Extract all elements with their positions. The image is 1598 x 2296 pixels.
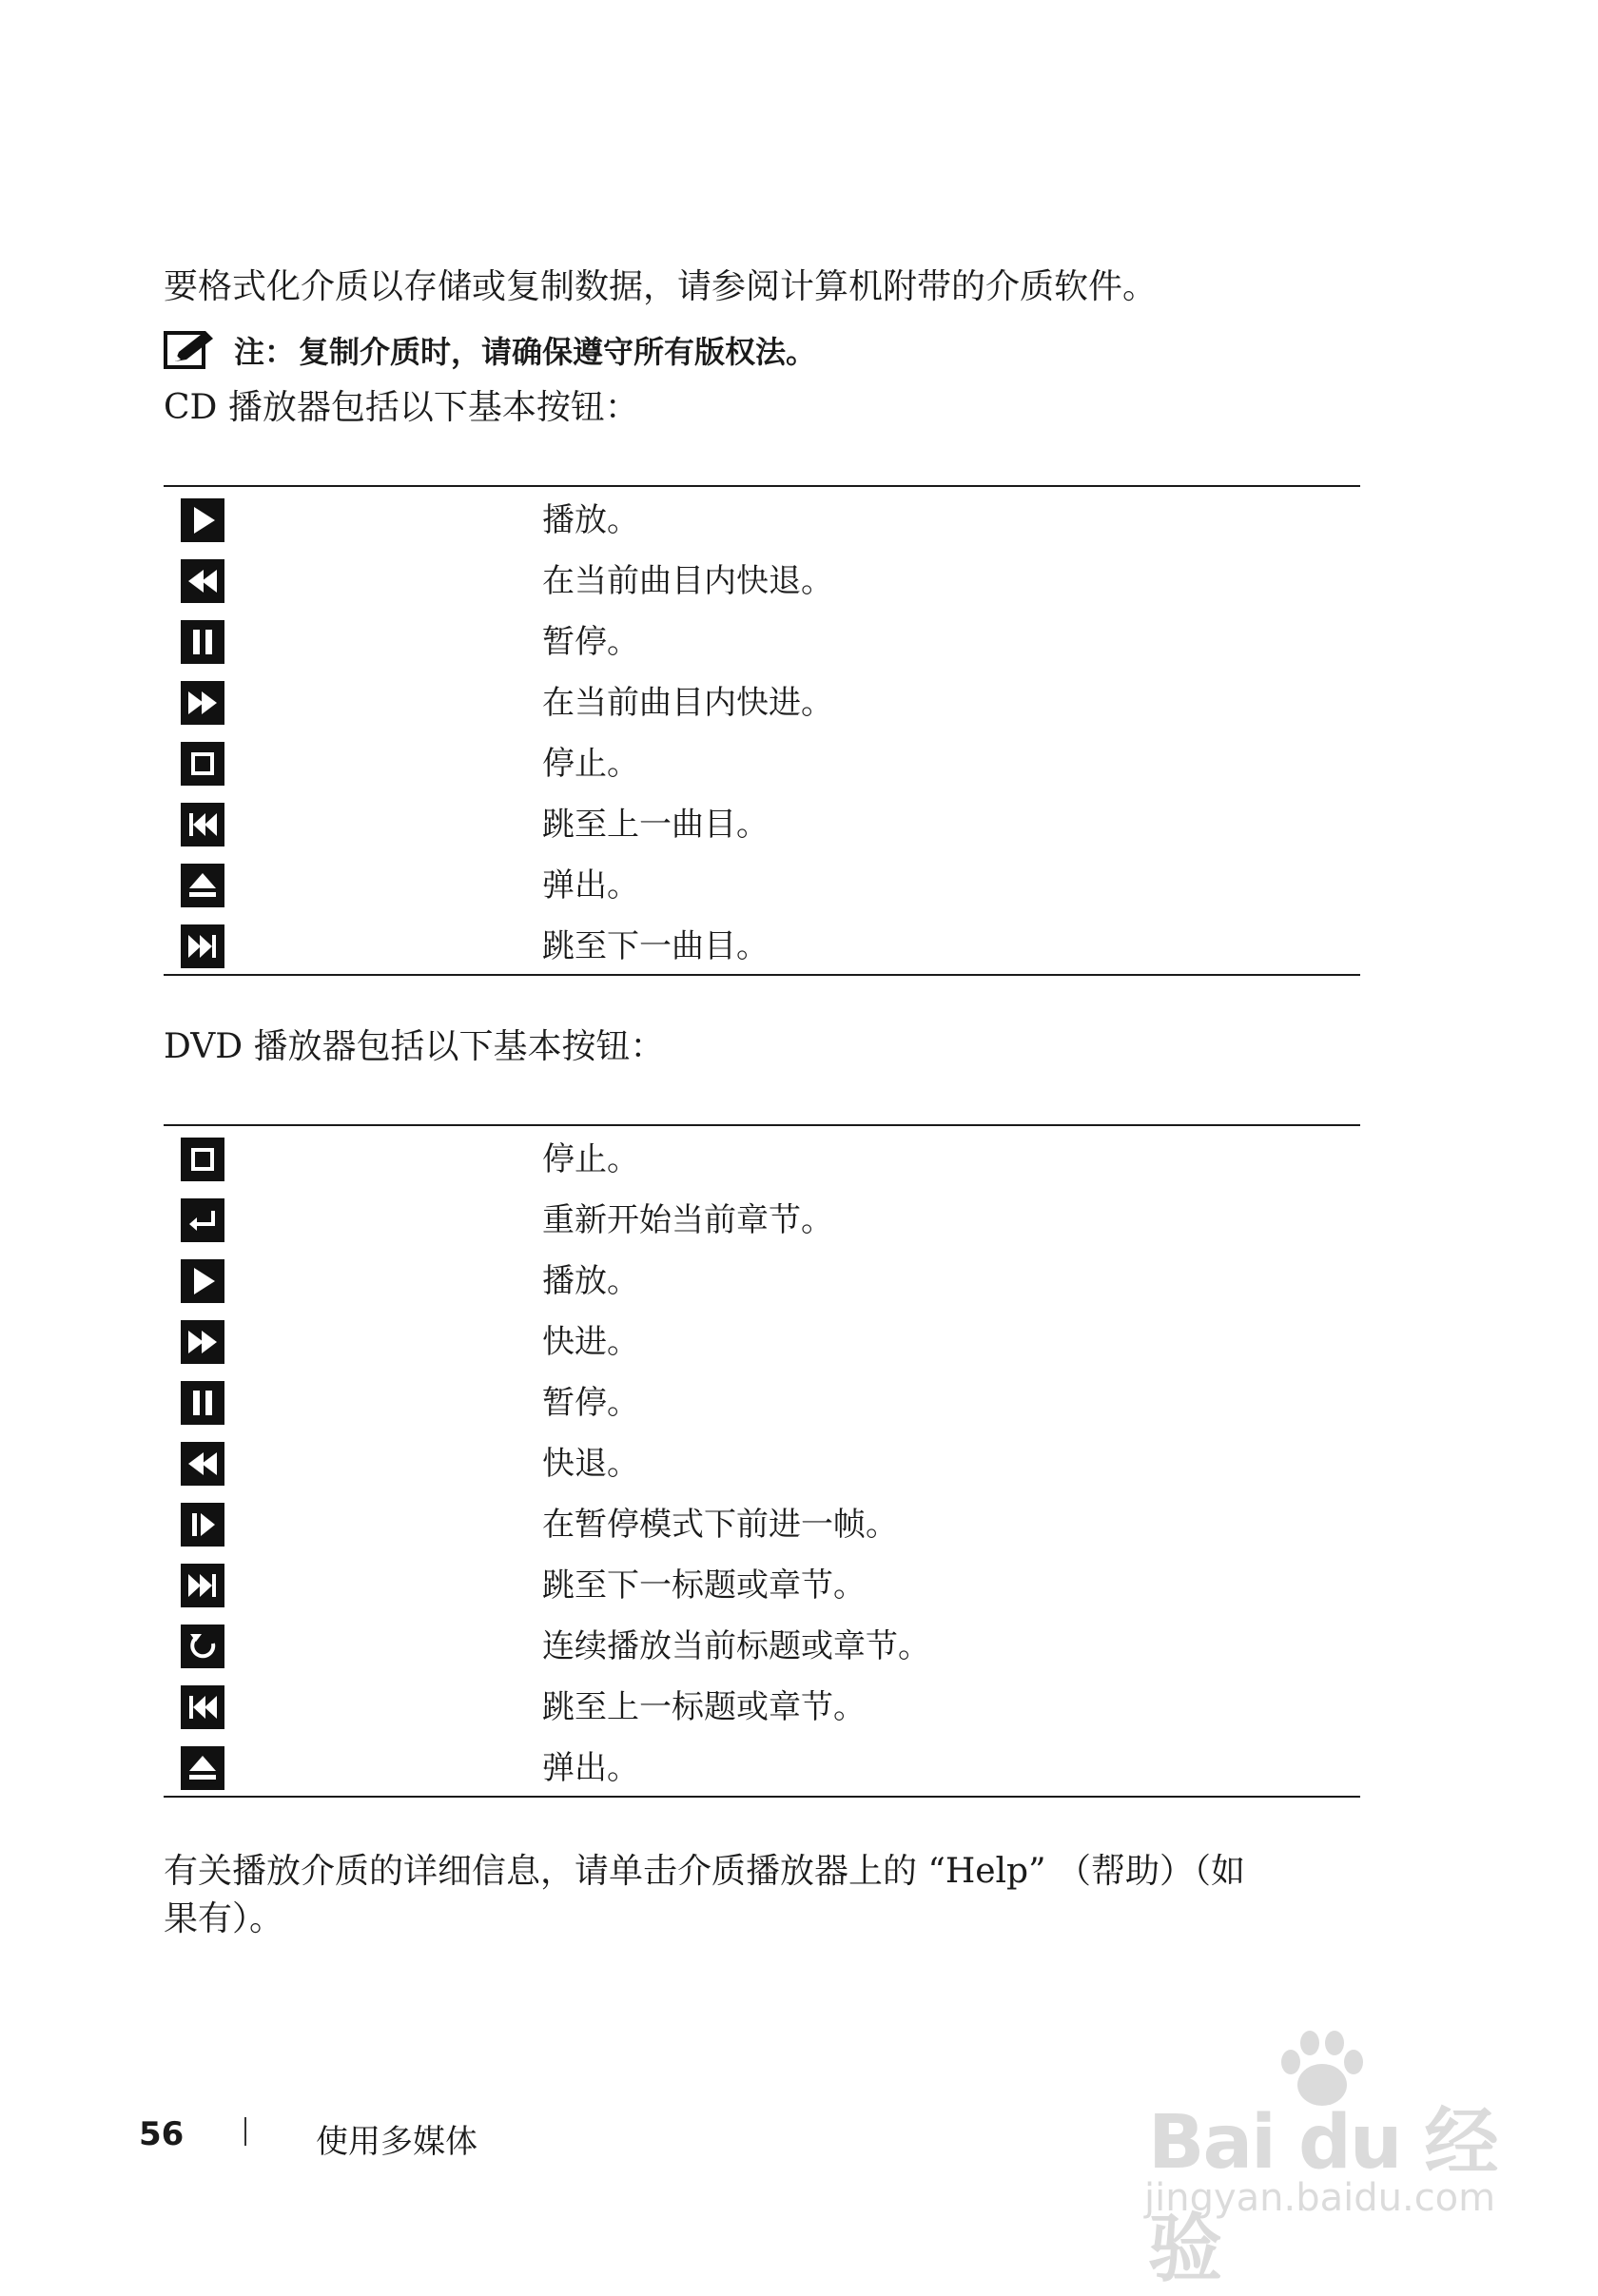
table-row: [164, 1735, 1360, 1796]
play-icon: [181, 1259, 224, 1303]
button-description: 重新开始当前章节。: [542, 1201, 833, 1239]
button-description: 停止。: [542, 1140, 639, 1178]
table-row: [164, 609, 1360, 670]
eject-icon: [181, 864, 224, 907]
button-description: 暂停。: [542, 1384, 639, 1422]
note-label: 注：: [234, 334, 296, 370]
eject-icon: [181, 1746, 224, 1790]
table-row: [164, 1552, 1360, 1613]
repeat-icon: [181, 1625, 224, 1668]
footer-divider: [244, 2117, 246, 2146]
play-icon: [181, 498, 224, 542]
button-description: 快退。: [542, 1445, 639, 1483]
button-description: 跳至下一曲目。: [542, 927, 769, 965]
restart-chapter-icon: [181, 1198, 224, 1242]
button-description: 暂停。: [542, 623, 639, 661]
watermark-brand: Bai du 经验: [1148, 2100, 1497, 2292]
table-row: [164, 1613, 1360, 1674]
next-track-icon: [181, 1564, 224, 1607]
note-text: 复制介质时，请确保遵守所有版权法。: [299, 334, 817, 370]
table-row: [164, 852, 1360, 913]
fast-forward-icon: [181, 1320, 224, 1364]
rewind-icon: [181, 559, 224, 603]
dvd-buttons-table: [164, 1124, 1360, 1798]
pause-icon: [181, 1381, 224, 1425]
table-row: [164, 670, 1360, 730]
table-row: [164, 548, 1360, 609]
button-description: 播放。: [542, 501, 639, 539]
next-track-icon: [181, 924, 224, 968]
table-row: [164, 1370, 1360, 1430]
table-row: [164, 1187, 1360, 1248]
help-line-2: 果有）。: [164, 1899, 284, 1938]
table-row: [164, 1309, 1360, 1370]
section-title: 使用多媒体: [316, 2123, 477, 2161]
stop-icon: [181, 742, 224, 786]
watermark-url: jingyan.baidu.com: [1144, 2176, 1496, 2220]
table-row: [164, 730, 1360, 791]
dvd-heading: DVD 播放器包括以下基本按钮：: [164, 1027, 665, 1066]
table-row: [164, 1126, 1360, 1187]
button-description: 在暂停模式下前进一帧。: [542, 1506, 898, 1544]
note: [164, 328, 816, 372]
frame-advance-icon: [181, 1503, 224, 1547]
fast-forward-icon: [181, 681, 224, 725]
baidu-watermark: [1137, 2026, 1517, 2292]
button-description: 播放。: [542, 1262, 639, 1300]
button-description: 跳至上一标题或章节。: [542, 1688, 866, 1726]
cd-heading: CD 播放器包括以下基本按钮：: [164, 388, 639, 427]
button-description: 在当前曲目内快进。: [542, 684, 833, 722]
page-number: 56: [139, 2115, 185, 2153]
table-row: [164, 1491, 1360, 1552]
cd-buttons-table: [164, 485, 1360, 976]
button-description: 跳至下一标题或章节。: [542, 1566, 866, 1605]
button-description: 在当前曲目内快退。: [542, 562, 833, 600]
button-description: 跳至上一曲目。: [542, 806, 769, 844]
table-row: [164, 791, 1360, 852]
table-row: [164, 1674, 1360, 1735]
stop-icon: [181, 1138, 224, 1181]
help-line-1: 有关播放介质的详细信息，请单击介质播放器上的 “Help” （帮助）（如: [164, 1852, 1245, 1891]
pencil-note-icon: [164, 329, 215, 371]
pause-icon: [181, 620, 224, 664]
previous-track-icon: [181, 1685, 224, 1729]
table-row: [164, 487, 1360, 548]
button-description: 停止。: [542, 745, 639, 783]
table-row: [164, 1248, 1360, 1309]
button-description: 弹出。: [542, 1749, 639, 1787]
rewind-icon: [181, 1442, 224, 1486]
table-row: [164, 913, 1360, 974]
table-row: [164, 1430, 1360, 1491]
button-description: 弹出。: [542, 866, 639, 905]
button-description: 快进。: [542, 1323, 639, 1361]
format-paragraph: 要格式化介质以存储或复制数据，请参阅计算机附带的介质软件。: [164, 267, 1158, 306]
button-description: 连续播放当前标题或章节。: [542, 1627, 930, 1665]
previous-track-icon: [181, 803, 224, 846]
